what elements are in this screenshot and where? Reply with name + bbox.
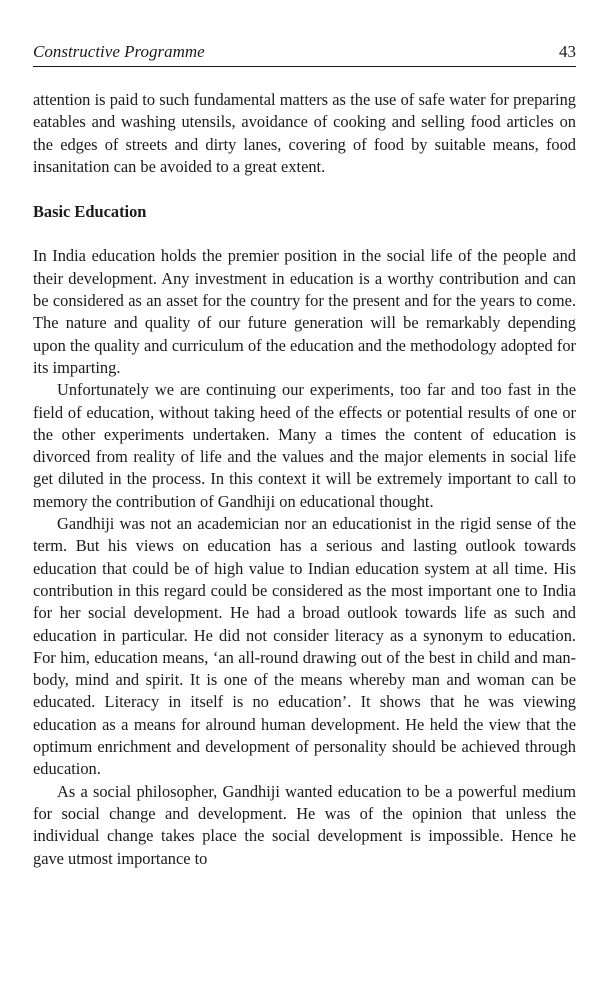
paragraph: Gandhiji was not an academician nor an educationist in the rigid sense of the term. But his views on education has a serious and lasting outlook towards education that could be of high value to Indian education system at all time. His contribution in this regard could be considered as the most important one to India for her social development. He had a broad outlook towards life as such and education in particular. He did not consider literacy as a synonym to education. For him, education means, ‘an all-round drawing out of the best in child and man-body, mind and spirit. It is one of the means whereby man and woman can be educated. Literacy in itself is no education’. It shows that he was viewing education as a means for alround human development. He held the view that the optimum enrichment and development of personality should be achieved through education. — [33, 514, 576, 779]
running-header — [33, 42, 576, 66]
section-heading: Basic Education — [33, 202, 147, 222]
paragraph: In India education holds the premier position in the social life of the people and their development. Any investment in education is a worthy contribution and can be considered as an asset for the country for the present and for the years to come. The nature and quality of our future generation will be remarkably depending upon the quality and curriculum of the education and the methodology adopted for its imparting. — [33, 246, 576, 377]
paragraph: As a social philosopher, Gandhiji wanted education to be a powerful medium for social change and development. He was of the opinion that unless the individual change takes place the social development is impossible. Hence he gave utmost importance to — [33, 781, 576, 868]
page-number: 43 — [559, 42, 576, 61]
paragraph-continued: attention is paid to such fundamental matters as the use of safe water for preparing eatables and washing utensils, avoidance of cooking and selling food articles on the edges of streets and dirty lanes, covering of food by suitable means, food insanitation can be avoided to a great extent. — [33, 90, 576, 176]
running-title: Constructive Programme — [33, 42, 205, 61]
page-body — [33, 89, 576, 870]
header-rule — [33, 66, 576, 67]
paragraph: Unfortunately we are continuing our experiments, too far and too fast in the field of education, without taking heed of the effects or potential results of one or the other experiments undertaken. Many a times the content of education is divorced from reality of life and the values and the major elements in social life get diluted in the process. In this context it will be extremely important to call to memory the contribution of Gandhiji on educational thought. — [33, 380, 576, 511]
